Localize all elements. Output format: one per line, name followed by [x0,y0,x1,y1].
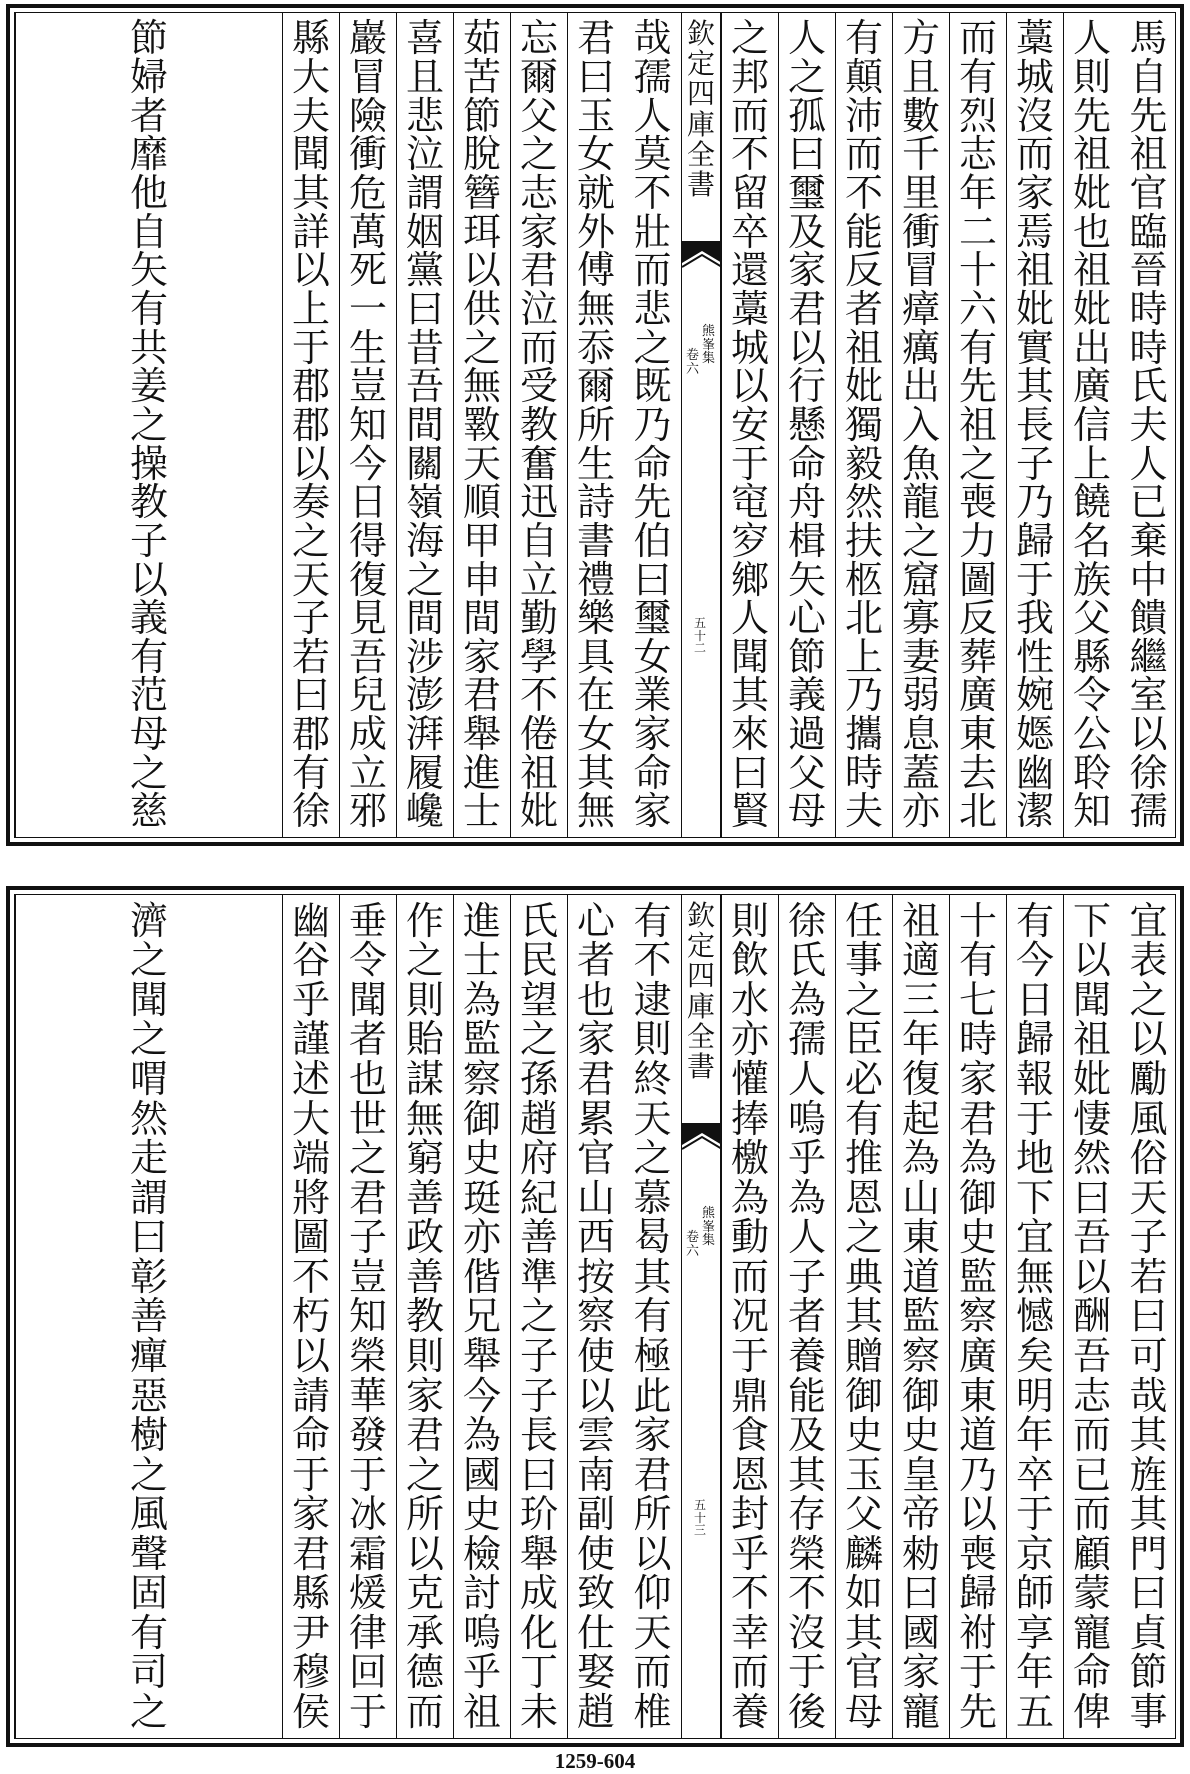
text-column: 幽 谷 乎 謹 述 大 端 將 圖 不 朽 以 請 命 于 家 君 縣 尹 穆 侯 [282,895,339,1738]
text-column: 之 邦 而 不 留 卒 還 藁 城 以 安 于 窀 穸 鄉 人 聞 其 來 曰 賢 [721,13,778,837]
text-column: 祖 適 三 年 復 起 為 山 東 道 監 察 御 史 皇 帝 勑 曰 國 家 寵 [892,895,949,1738]
text-column: 氏 民 望 之 孫 趙 府 紀 善 準 之 子 子 長 曰 玠 舉 成 化 丁 未 [510,895,567,1738]
center-fold [681,13,721,837]
text-column: 忘 爾 父 之 志 家 君 泣 而 受 教 奮 迅 自 立 勤 學 不 倦 祖 妣 [510,13,567,837]
text-column: 節 婦 者 靡 他 自 矢 有 共 姜 之 操 教 子 以 義 有 范 母 之 慈 [15,13,282,837]
text-column: 心 者 也 家 君 累 官 山 西 按 察 使 以 雲 南 副 使 致 仕 娶 趙 [567,895,624,1738]
text-column: 縣 大 夫 聞 其 詳 以 上 于 郡 郡 以 奏 之 天 子 若 曰 郡 有 徐 [282,13,339,837]
text-column: 君 曰 玉 女 就 外 傅 無 忝 爾 所 生 詩 書 禮 樂 具 在 女 其 無 [567,13,624,837]
page-lower [6,886,1184,1747]
text-column: 垂 令 聞 者 也 世 之 君 子 豈 知 榮 華 發 于 冰 霜 煖 律 回 于 [339,895,396,1738]
text-column: 徐 氏 為 孺 人 嗚 乎 為 人 子 者 養 能 及 其 存 榮 不 沒 于 後 [778,895,835,1738]
text-column: 有 不 逮 則 終 天 之 慕 曷 其 有 極 此 家 君 所 以 仰 天 而 椎 [633,898,672,1735]
text-column: 下 以 聞 祖 妣 悽 然 曰 吾 以 酬 吾 志 而 已 而 顧 蒙 寵 命 俾 [1063,895,1120,1738]
text-column: 宜 表 之 以 勵 風 俗 天 子 若 曰 可 哉 其 旌 其 門 曰 貞 節 事 [1129,898,1168,1735]
text-column: 藁 城 沒 而 家 焉 祖 妣 實 其 長 子 乃 歸 于 我 性 婉 嫕 幽 潔 [1006,13,1063,837]
text-column: 喜 且 悲 泣 謂 姻 黨 曰 昔 吾 間 關 嶺 海 之 間 涉 澎 湃 履 巉 [396,13,453,837]
text-column: 作 之 則 貽 謀 無 窮 善 政 善 教 則 家 君 之 所 以 克 承 德 而 [396,895,453,1738]
volume-label: 卷 六 [686,348,700,377]
text-column: 有 今 日 歸 報 于 地 下 宜 無 憾 矣 明 年 卒 于 京 師 享 年 五 [1006,895,1063,1738]
text-column: 人 則 先 祖 妣 也 祖 妣 出 廣 信 上 饒 名 族 父 縣 令 公 聆 知 [1063,13,1120,837]
volume-label: 卷 六 [686,1230,700,1259]
text-column: 巖 冒 險 衝 危 萬 死 一 生 豈 知 今 日 得 復 見 吾 兒 成 立 邪 [339,13,396,837]
page-frame [14,894,1176,1739]
text-column: 人 之 孤 曰 璽 及 家 君 以 行 懸 命 舟 楫 矢 心 節 義 過 父 母 [778,13,835,837]
folio-number: 五 十 三 [694,1498,707,1538]
text-column: 茹 苦 節 脫 簪 珥 以 供 之 無 斁 天 順 甲 申 間 家 君 舉 進 士 [453,13,510,837]
text-column: 進 士 為 監 察 御 史 珽 亦 偕 兄 舉 今 為 國 史 檢 討 嗚 乎 祖 [453,895,510,1738]
text-column: 十 有 七 時 家 君 為 御 史 監 察 廣 東 道 乃 以 喪 歸 祔 于 先 [949,895,1006,1738]
text-column: 方 且 數 千 里 衝 冒 瘴 癘 出 入 魚 龍 之 窟 寡 妻 弱 息 蓋 亦 [892,13,949,837]
collection-title: 欽 定 四 庫 全 書 [686,17,715,202]
text-column: 馬 自 先 祖 官 臨 晉 時 時 氏 夫 人 已 棄 中 饋 繼 室 以 徐 孺 [1129,16,1168,834]
page-upper [6,4,1184,846]
book-title: 熊 峯 集 [702,324,716,367]
folio-number: 五 十 二 [694,616,707,656]
text-column: 任 事 之 臣 必 有 推 恩 之 典 其 贈 御 史 玉 父 麟 如 其 官 母 [835,895,892,1738]
book-title: 熊 峯 集 [702,1206,716,1249]
page-frame [14,12,1176,838]
center-fold [681,895,721,1738]
page-footer-number: 1259-604 [554,1749,636,1773]
text-column: 哉 孺 人 莫 不 壯 而 悲 之 既 乃 命 先 伯 曰 璽 女 業 家 命 家 [633,16,672,834]
text-column: 有 顛 沛 而 不 能 反 者 祖 妣 獨 毅 然 扶 柩 北 上 乃 攜 時 夫 [835,13,892,837]
fishtail-mark [682,241,722,301]
text-column: 而 有 烈 志 年 二 十 六 有 先 祖 之 喪 力 圖 反 葬 廣 東 去 北 [949,13,1006,837]
text-column: 則 飲 水 亦 懽 捧 檄 為 動 而 况 于 鼎 食 恩 封 乎 不 幸 而 養 [721,895,778,1738]
text-column: 濟 之 聞 之 喟 然 走 謂 曰 彰 善 癉 惡 樹 之 風 聲 固 有 司 之 [15,895,282,1738]
fishtail-mark [682,1123,722,1183]
collection-title: 欽 定 四 庫 全 書 [686,899,715,1084]
